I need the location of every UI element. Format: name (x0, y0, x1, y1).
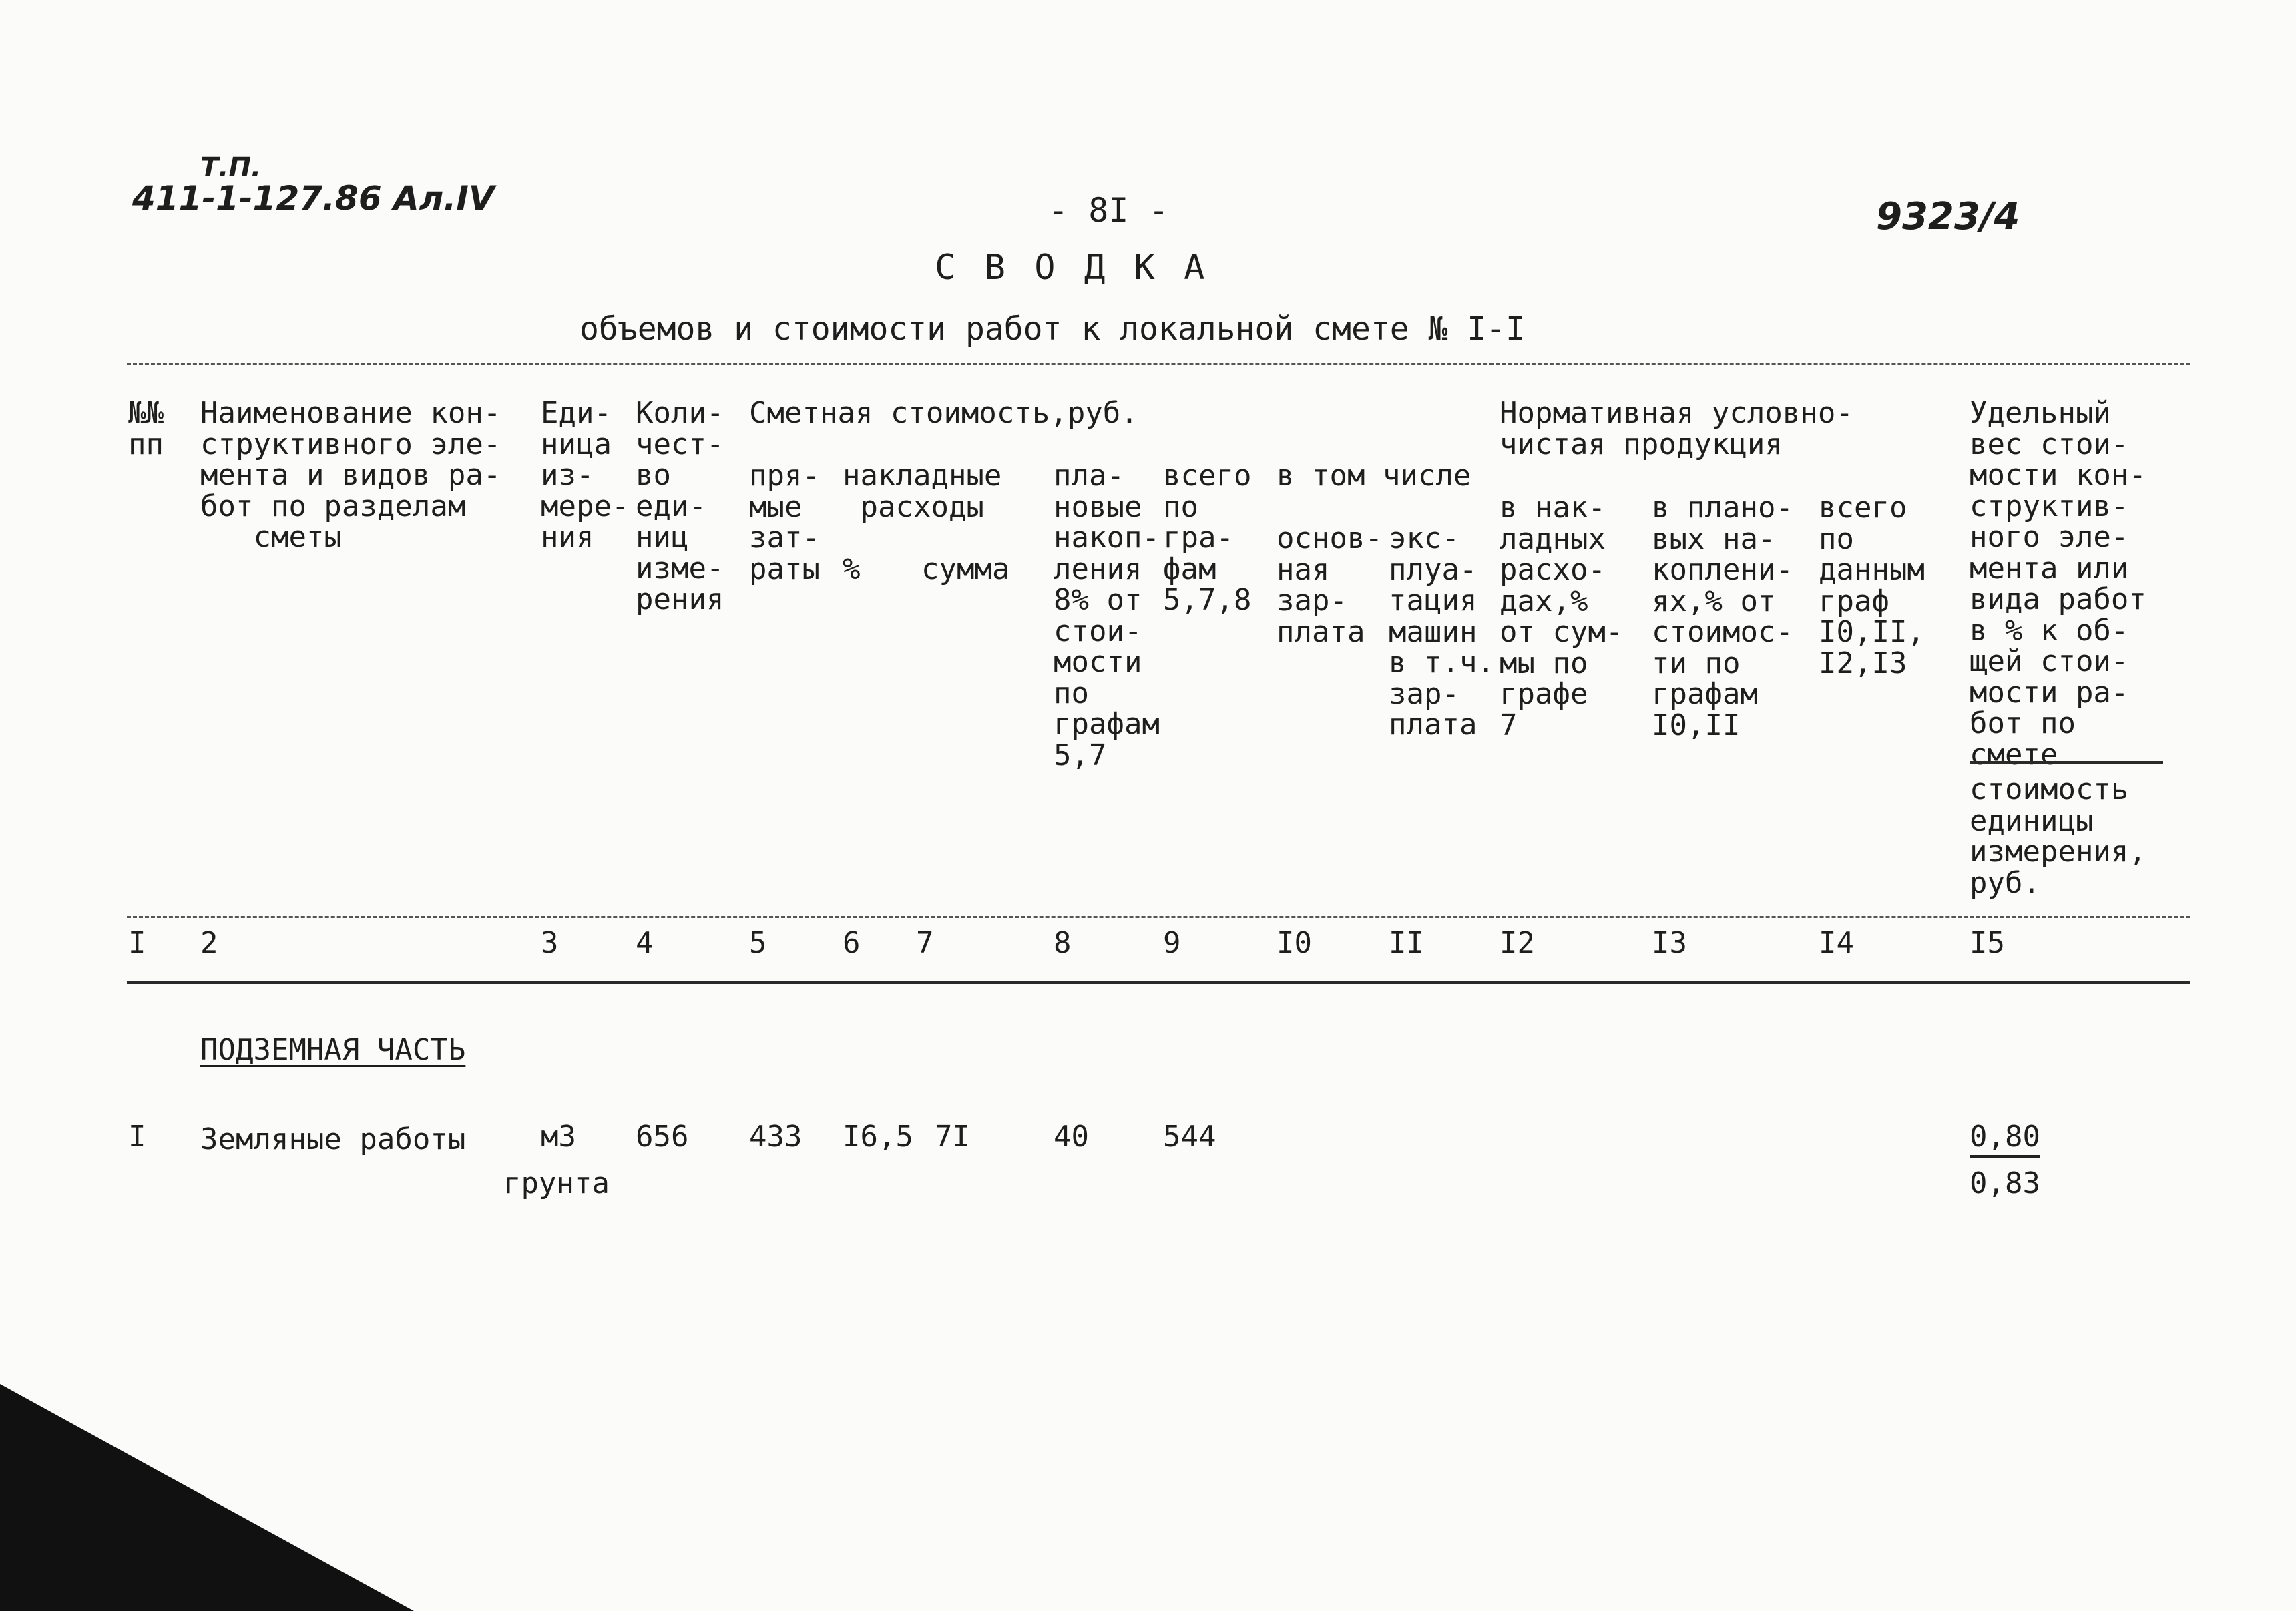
header-col-7: сумма (921, 552, 1010, 586)
doc-title: С В О Д К А (935, 248, 1209, 288)
colnum-12: I2 (1500, 926, 1535, 960)
row-quantity: 656 (636, 1120, 689, 1154)
header-col-11: экс- плуа- тация машин в т.ч. зар- плата (1389, 521, 1495, 742)
colnum-11: II (1389, 926, 1424, 960)
colnum-bottom-rule (127, 981, 2190, 984)
colnum-8: 8 (1054, 926, 1072, 960)
row-name: Земляные работы (200, 1122, 466, 1156)
inventory-number: 9323/4 (1876, 195, 2020, 238)
row-unit-line2: грунта (503, 1166, 610, 1200)
header-col-8: пла- новые накоп- ления 8% от стои- мости по графам 5,7 (1054, 459, 1160, 772)
section-title: ПОДЗЕМНАЯ ЧАСТЬ (200, 1033, 466, 1067)
header-overhead-group: накладные расходы (843, 459, 1002, 524)
row-number: I (128, 1120, 146, 1154)
header-top-rule (127, 363, 2190, 365)
colnum-3: 3 (541, 926, 559, 960)
header-col-5: пря- мые зат- раты (749, 459, 820, 586)
colnum-15: I5 (1970, 926, 2005, 960)
header-col-15-divider (1970, 761, 2163, 764)
header-col-1: №№ пп (128, 396, 164, 461)
header-col-15-top: Удельный вес стои- мости кон- структив- ного эле- мента или вида работ в % к об- щей стои- мости ра- бот по смете (1970, 396, 2146, 772)
colnum-9: 9 (1163, 926, 1181, 960)
header-smetnaya-group: Сметная стоимость,руб. (749, 396, 1138, 430)
header-col-9: всего по гра- фам 5,7,8 (1163, 459, 1252, 617)
row-unit-cost: 0,83 (1970, 1166, 2040, 1200)
colnum-10: I0 (1277, 926, 1312, 960)
row-direct-costs: 433 (749, 1120, 802, 1154)
colnum-13: I3 (1652, 926, 1687, 960)
colnum-5: 5 (749, 926, 767, 960)
row-unit: м3 (541, 1120, 576, 1154)
header-col-12: в нак- ладных расхо- дах,% от сум- мы по графе 7 (1500, 491, 1624, 742)
colnum-2: 2 (200, 926, 218, 960)
colnum-1: I (128, 926, 146, 960)
scan-shadow-corner (0, 1384, 414, 1611)
row-share-pct: 0,80 (1970, 1122, 2040, 1158)
colnum-top-rule (127, 916, 2190, 918)
header-vtomchisle-group: в том числе (1277, 459, 1471, 493)
header-col-14: всего по данным граф I0,II, I2,I3 (1819, 491, 1925, 680)
doc-subtitle: объемов и стоимости работ к локальной смете № I-I (580, 310, 1526, 348)
header-normativnaya-group: Нормативная условно- чистая продукция (1500, 396, 1853, 461)
colnum-4: 4 (636, 926, 654, 960)
header-col-6: % (843, 552, 861, 586)
header-col-4: Коли- чест- во еди- ниц изме- рения (636, 396, 724, 616)
header-col-10: основ- ная зар- плата (1277, 521, 1383, 649)
row-overhead-sum: 7I (935, 1120, 970, 1154)
header-col-15-bottom: стоимость единицы измерения, руб. (1970, 772, 2146, 900)
header-col-2: Наименование кон- структивного эле- мента и видов ра- бот по разделам сметы (200, 396, 501, 554)
row-planned: 40 (1054, 1120, 1089, 1154)
row-total: 544 (1163, 1120, 1216, 1154)
doc-code-line2: 411-1-127.86 Ал.IV (132, 179, 495, 218)
header-col-3: Еди- ница из- мере- ния (541, 396, 630, 554)
header-col-13: в плано- вых на- коплени- ях,% от стоимос- ти по графам I0,II (1652, 491, 1793, 742)
page-number: - 8I - (1048, 191, 1169, 230)
row-overhead-pct: I6,5 (843, 1120, 913, 1154)
colnum-7: 7 (916, 926, 934, 960)
colnum-14: I4 (1819, 926, 1854, 960)
colnum-6: 6 (843, 926, 861, 960)
doc-code-line1: Т.П. (200, 152, 262, 183)
